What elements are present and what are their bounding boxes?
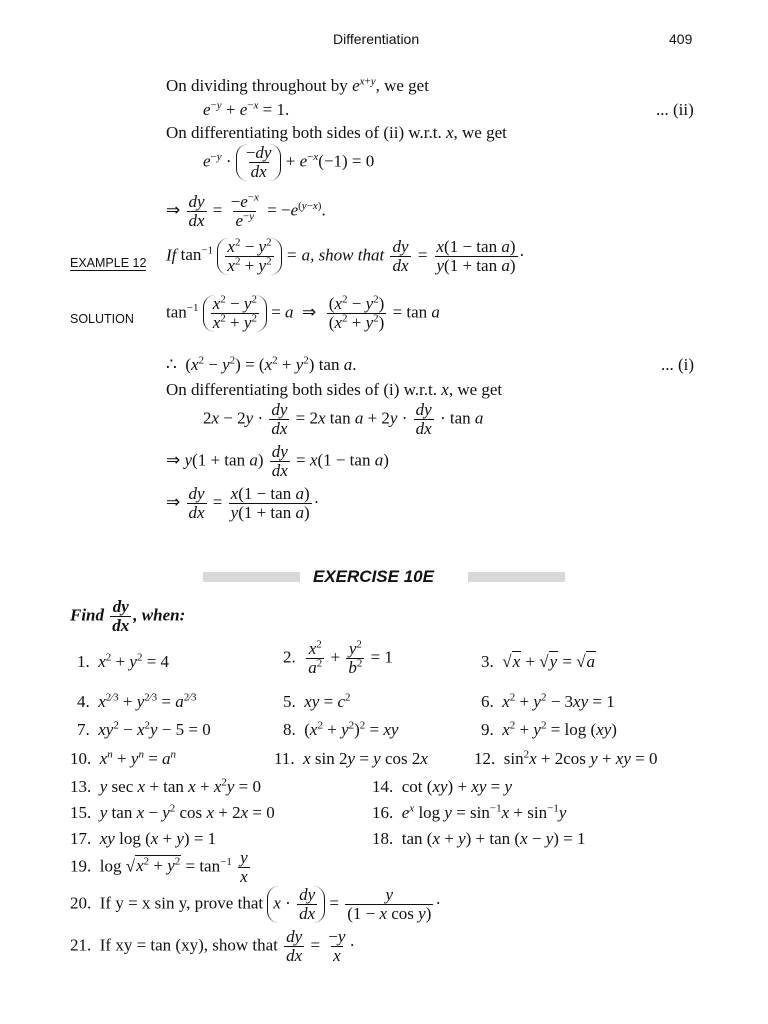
intro-line-3: On differentiating both sides of (ii) w.r.t. x, we get: [166, 123, 507, 142]
exercise-title: EXERCISE 10E: [313, 567, 434, 586]
equation-solution-4: ⇒ $\frac{dy}{dx}$ = $\frac{\text{x(1 − tan a)}}{\text{y(1 + tan a)}}$ ·: [166, 484, 320, 522]
question-20: 20. If y = x sin y, prove that x · $\frac{dy}{dx}$ = $\frac{y}{\text{(1 − x cos y)}}$ ·: [70, 885, 442, 923]
equation-solution-2: 2x − 2y · $\frac{dy}{dx}$ = 2x tan a + 2y · $\frac{dy}{dx}$ · tan a: [203, 400, 484, 438]
question-4: 4. $x^{2⁄3} + y^{2⁄3} = a^{2⁄3}$: [77, 691, 197, 711]
solution-diff-line: On differentiating both sides of (i) w.r.t. x, we get: [166, 380, 503, 399]
question-19: 19. $\log √x^2 + y^2 = \tan^{-1}$ $\frac{y}{x}$: [70, 848, 248, 886]
question-2: 2. $\frac{x^2}{a^2}$ + $\frac{y^2}{b^2}$ = 1: [283, 638, 393, 677]
equation-differentiated: $e^{-y}$ · $\frac{-dy}{dx}$ + $e^{-x}(-1) = 0$: [203, 143, 375, 181]
question-8: 8. $(x^2 + y^2)^2$ = xy: [283, 719, 399, 739]
question-15: 15. y $\tan x - y^2$ cos x + 2x = 0: [70, 802, 275, 822]
equation-solution-3: ⇒ y(1 + tan a) $\frac{dy}{dx}$ = x(1 − tan a): [166, 442, 389, 480]
solution-line-1: $\tan^{-1}$ $\frac{x^2 - y^2}{x^2 + y^2}$ = a ⇒ $\frac{(x^2 - y^2)}{(x^2 + y^2)}$ = tan a: [166, 293, 440, 332]
question-5: 5. xy = $c^2$: [283, 691, 351, 711]
equation-result-1: ⇒ $\frac{dy}{dx}$ = $\frac{-e^{-x}}{e^{-y}}$ = $-e^{(y-x)}$.: [166, 191, 326, 230]
example-label: EXAMPLE 12: [70, 256, 147, 270]
question-18: 18. tan (x + y) + tan (x − y) = 1: [372, 829, 586, 848]
exercise-bar-right: [468, 572, 565, 582]
question-13: 13. y $\sec x + \tan x + x^2y = 0$: [70, 776, 261, 796]
question-6: 6. $x^2 + y^2 - 3xy = 1$: [481, 691, 615, 711]
equation-tag-ii: ... (ii): [656, 100, 694, 119]
question-17: 17. xy log (x + y) = 1: [70, 829, 217, 848]
question-7: 7. $xy^2 - x^2y - 5 = 0$: [77, 719, 211, 739]
question-16: 16. $e^x$ $\log y = \sin^{-1}x + \sin^{-1}y$: [372, 802, 567, 822]
equation-i: ∴ $(x^2 - y^2) = (x^2 + y^2)$ tan a.: [166, 354, 357, 374]
question-12: 12. $\sin^2x + 2\cos$ y + xy = 0: [474, 748, 658, 768]
question-10: 10. $x^n + y^n = a^n$: [70, 748, 177, 768]
exercise-instruction: Find $\frac{dy}{dx}$ , when:: [70, 597, 186, 635]
question-14: 14. cot (xy) + xy = y: [372, 777, 513, 796]
question-9: 9. $x^2 + y^2 = \log (xy)$: [481, 719, 617, 739]
question-11: 11. x sin 2y = y cos 2x: [274, 749, 428, 768]
page-number: 409: [669, 31, 693, 47]
equation-tag-i: ... (i): [661, 355, 695, 374]
solution-label: SOLUTION: [70, 312, 134, 326]
exercise-bar-left: [203, 572, 300, 582]
example-12-statement: If $\tan^{-1}$ $\frac{x^2 - y^2}{x^2 + y^2}$ = a, show that $\frac{dy}{dx}$ = $\frac{\text{x(1 − tan a)}}{\text{y(1 + tan a)}}$ ·: [166, 236, 524, 275]
running-header-title: Differentiation: [333, 31, 420, 47]
question-3: 3. √x + √y = √a: [481, 652, 596, 671]
question-1: 1. $x^2 + y^2 = 4$: [77, 651, 170, 671]
question-21: 21. If xy = tan (xy), show that $\frac{dy}{dx}$ = $\frac{-y}{x}$ ·: [70, 927, 356, 965]
equation-ii: $e^{-y} + e^{-x} = 1$.: [203, 99, 290, 119]
intro-line-1: On dividing throughout by $e^{x+y}$, we get: [166, 75, 429, 95]
